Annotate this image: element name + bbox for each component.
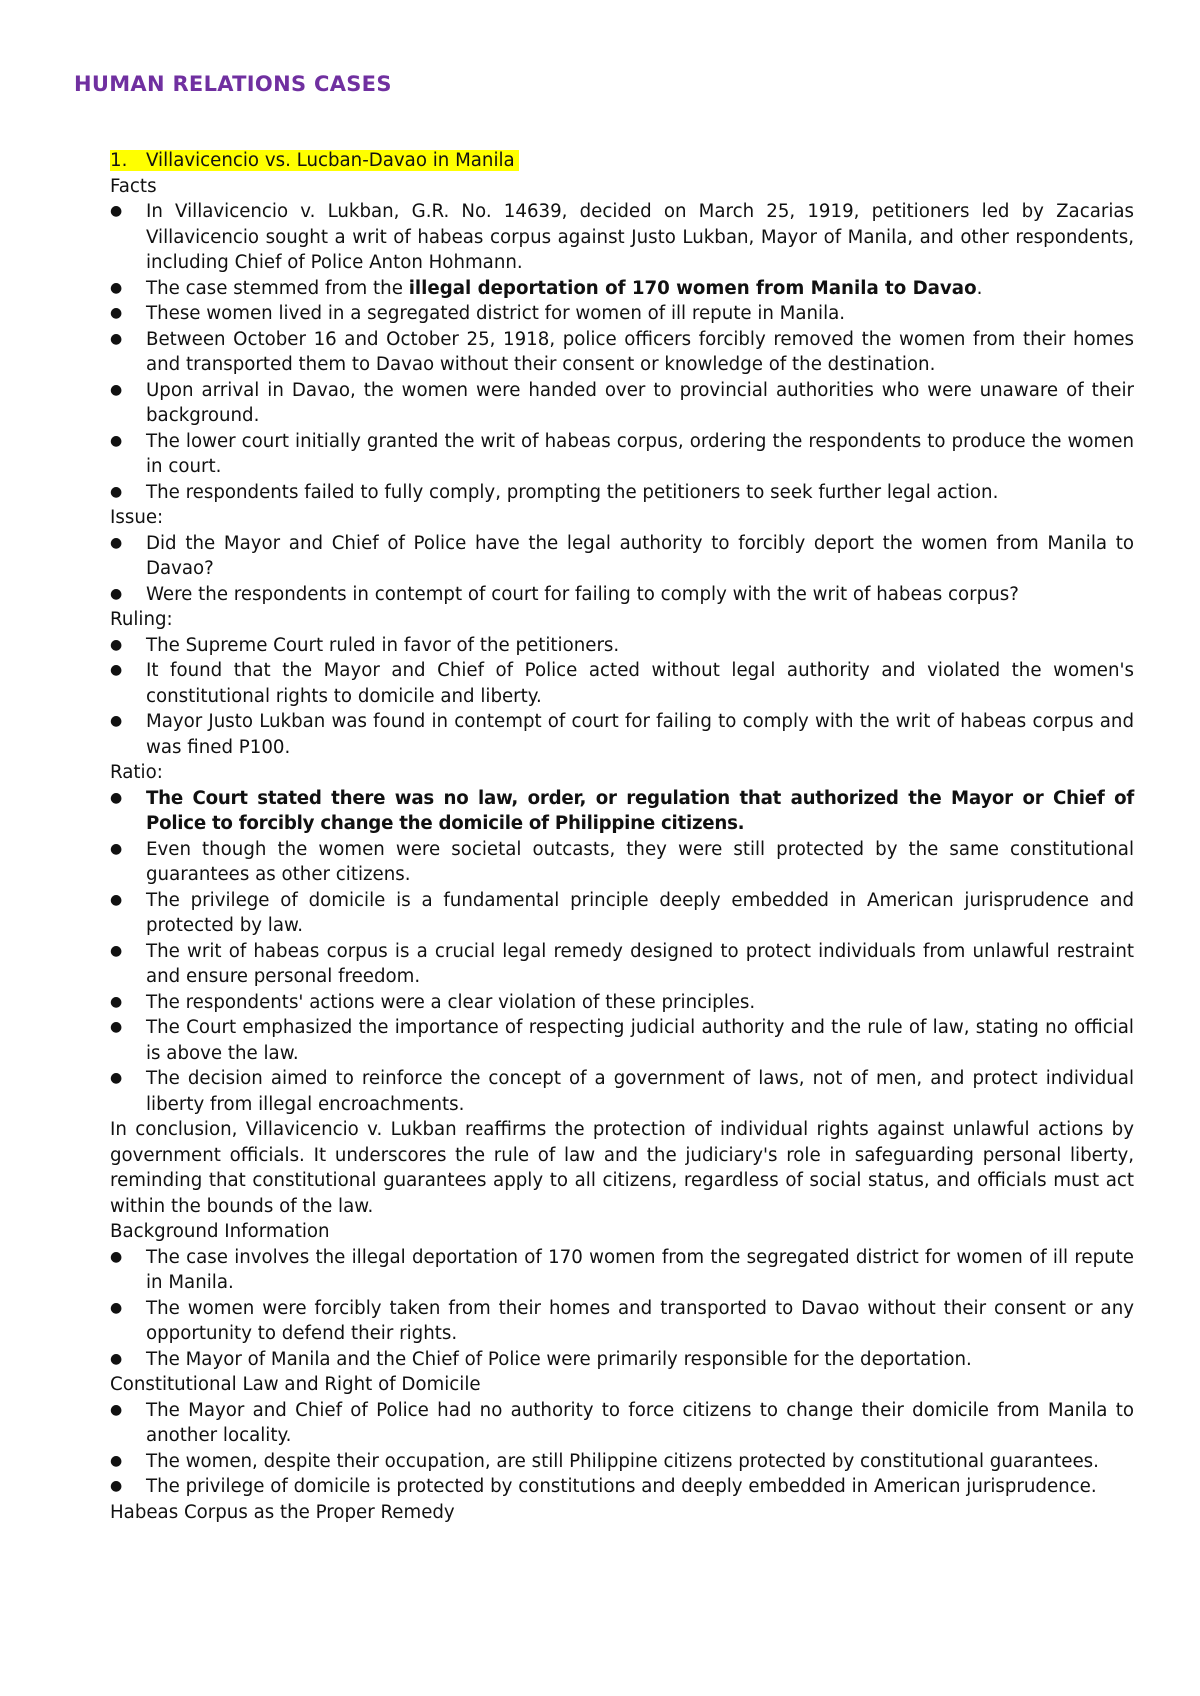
list-item: ● The Supreme Court ruled in favor of the petitioners. <box>110 633 1134 659</box>
bullet-icon: ● <box>110 891 123 908</box>
case-title: Villavicencio vs. Lucban-Davao in Manila <box>146 150 515 171</box>
bullet-icon: ● <box>110 381 123 398</box>
list-item: ● Between October 16 and October 25, 1918, police officers forcibly removed the women from their homes and transported them to Davao without their consent or knowledge of the destination. <box>110 328 1134 375</box>
bullet-icon: ● <box>110 1299 123 1316</box>
domicile-label: Constitutional Law and Right of Domicile <box>110 1374 481 1395</box>
bullet-icon: ● <box>110 636 123 653</box>
ratio-label: Ratio: <box>110 762 163 783</box>
list-item: ● Upon arrival in Davao, the women were handed over to provincial authorities who were unaware of their background. <box>110 379 1134 426</box>
bullet-icon: ● <box>110 585 123 602</box>
bullet-icon: ● <box>110 483 123 500</box>
issue-label: Issue: <box>110 507 164 528</box>
bullet-icon: ● <box>110 534 123 551</box>
bullet-icon: ● <box>110 1248 123 1265</box>
list-item: ● Were the respondents in contempt of court for failing to comply with the writ of habeas corpus? <box>110 582 1134 608</box>
bullet-icon: ● <box>110 942 123 959</box>
bold-text: The Court stated there was no law, order, or regulation that authorized the Mayor or Chief of Police to forcibly change the domicile of Philippine citizens. <box>146 787 1134 834</box>
list-item: ● The case stemmed from the illegal deportation of 170 women from Manila to Davao. <box>110 276 1134 302</box>
domicile-list <box>110 1398 1134 1500</box>
list-item: ● The writ of habeas corpus is a crucial legal remedy designed to protect individuals from unlawful restraint and ensure personal freedom. <box>110 940 1134 987</box>
bullet-icon: ● <box>110 330 123 347</box>
list-item: ● The women, despite their occupation, are still Philippine citizens protected by constitutional guarantees. <box>110 1449 1134 1475</box>
list-item: ● Mayor Justo Lukban was found in contempt of court for failing to comply with the writ of habeas corpus and was fined P100. <box>110 711 1134 758</box>
background-label: Background Information <box>110 1221 330 1242</box>
bullet-icon: ● <box>110 662 123 678</box>
bullet-icon: ● <box>110 1401 123 1418</box>
list-item: ● Did the Mayor and Chief of Police have the legal authority to forcibly deport the women from Manila to Davao? <box>110 532 1134 579</box>
list-item: ● The case involves the illegal deportation of 170 women from the segregated district for women of ill repute in Manila. <box>110 1246 1134 1293</box>
bullet-icon: ● <box>110 789 123 806</box>
bullet-icon: ● <box>110 1019 123 1035</box>
bullet-icon: ● <box>110 1070 123 1086</box>
list-item: ● The lower court initially granted the writ of habeas corpus, ordering the respondents to produce the women in court. <box>110 430 1134 477</box>
bullet-icon: ● <box>110 305 123 321</box>
habeas-label: Habeas Corpus as the Proper Remedy <box>110 1501 455 1523</box>
case-number: 1. <box>110 150 128 171</box>
bullet-icon: ● <box>110 1452 123 1469</box>
list-item: ● The privilege of domicile is protected by constitutions and deeply embedded in American jurisprudence. <box>110 1474 1134 1500</box>
list-item <box>110 786 1134 837</box>
list-item: ● The Court emphasized the importance of respecting judicial authority and the rule of law, stating no official is above the law. <box>110 1017 1134 1064</box>
list-item: ● The women were forcibly taken from their homes and transported to Davao without their consent or any opportunity to defend their rights. <box>110 1297 1134 1344</box>
case-heading <box>110 148 519 174</box>
bullet-icon: ● <box>110 432 123 449</box>
list-item: ● The respondents' actions were a clear violation of these principles. <box>110 990 1134 1016</box>
document-title: HUMAN RELATIONS CASES <box>74 72 392 96</box>
issues-list <box>110 531 1134 608</box>
bullet-icon: ● <box>110 1350 123 1367</box>
list-item: ● The privilege of domicile is a fundamental principle deeply embedded in American jurisprudence and protected by law. <box>110 889 1134 936</box>
facts-label: Facts <box>110 175 157 197</box>
bullet-icon: ● <box>110 279 123 296</box>
bullet-icon: ● <box>110 993 123 1010</box>
list-item: ● Even though the women were societal outcasts, they were still protected by the same constitutional guarantees as other citizens. <box>110 838 1134 885</box>
bold-text: illegal deportation of 170 women from Manila to Davao <box>408 277 977 299</box>
bullet-icon: ● <box>110 203 123 219</box>
bullet-icon: ● <box>110 1478 123 1494</box>
bullet-icon: ● <box>110 713 123 729</box>
ruling-label: Ruling: <box>110 609 173 630</box>
list-item: ● The respondents failed to fully comply, prompting the petitioners to seek further legal action. <box>110 480 1134 506</box>
conclusion-paragraph: In conclusion, Villavicencio v. Lukban reaffirms the protection of individual rights against unlawful actions by government officials. It underscores the rule of law and the judiciary's role in safeguarding personal liberty, reminding that constitutional guarantees apply to all citizens, regardless of social status, and officials must act within the bounds of the law. <box>110 1119 1134 1217</box>
ratio-list <box>110 786 1134 1118</box>
list-item: ● In Villavicencio v. Lukban, G.R. No. 14639, decided on March 25, 1919, petitioners led by Zacarias Villavicencio sought a writ of habeas corpus against Justo Lukban, Mayor of Manila, and other respondents, including Chief of Police Anton Hohmann. <box>110 201 1134 273</box>
list-item: ● The decision aimed to reinforce the concept of a government of laws, not of men, and protect individual liberty from illegal encroachments. <box>110 1068 1134 1115</box>
document-page <box>74 70 1134 1525</box>
list-item: ● It found that the Mayor and Chief of Police acted without legal authority and violated the women's constitutional rights to domicile and liberty. <box>110 660 1134 707</box>
facts-list <box>110 199 1134 505</box>
bullet-icon: ● <box>110 840 123 857</box>
case-heading-highlight <box>110 150 519 171</box>
list-item: ● These women lived in a segregated district for women of ill repute in Manila. <box>110 301 1134 327</box>
list-item: ● The Mayor and Chief of Police had no authority to force citizens to change their domicile from Manila to another locality. <box>110 1399 1134 1446</box>
rulings-list <box>110 633 1134 761</box>
list-item: ● The Mayor of Manila and the Chief of Police were primarily responsible for the deportation. <box>110 1347 1134 1373</box>
background-list <box>110 1245 1134 1373</box>
